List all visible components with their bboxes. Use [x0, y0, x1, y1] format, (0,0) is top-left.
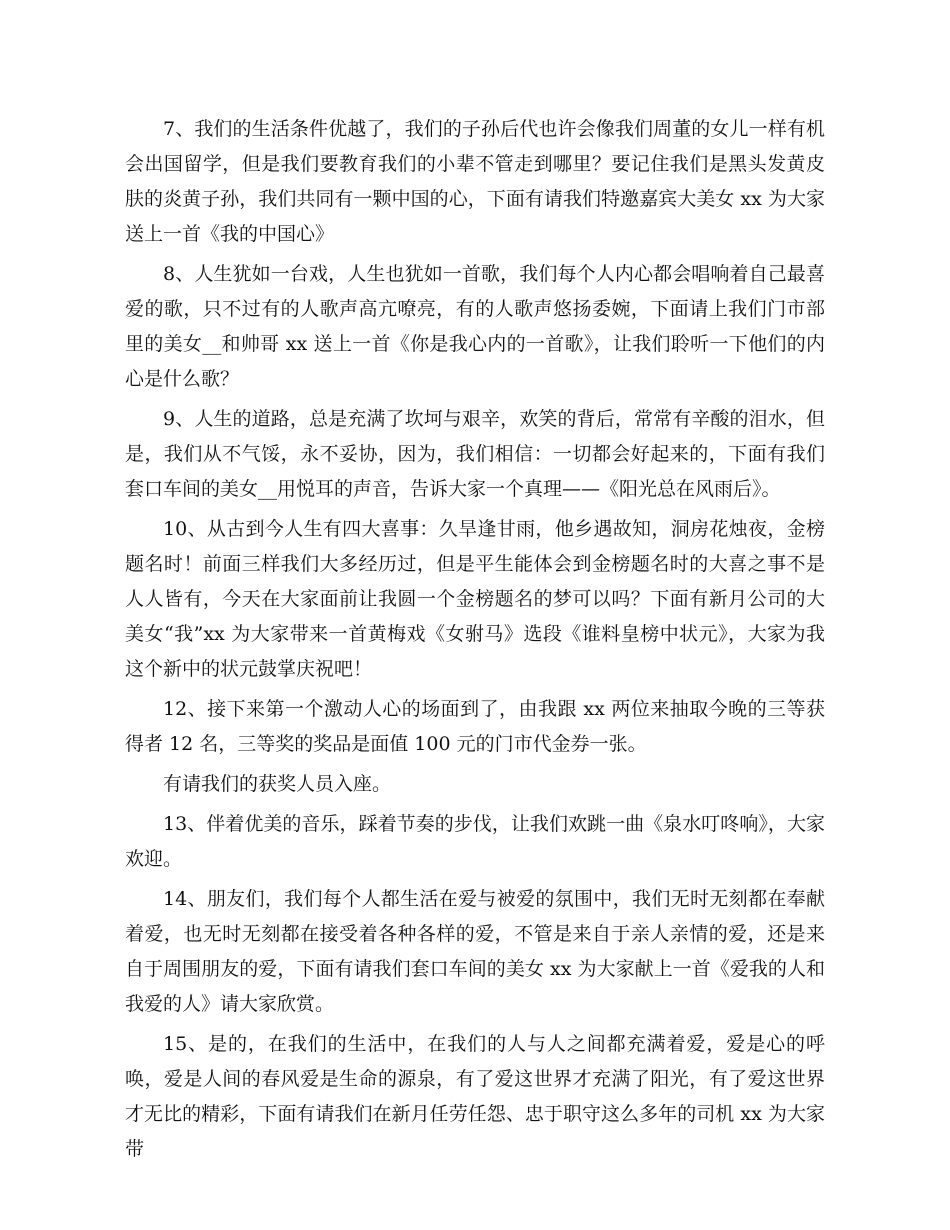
paragraph-10: 10、从古到今人生有四大喜事：久旱逢甘雨，他乡遇故知，洞房花烛夜，金榜题名时！前面三样我们大多经历过，但是平生能体会到金榜题名时的大喜之事不是人人皆有，今天在大家面前让我圆一个金榜题名的梦可以吗？下面有新月公司的大美女“我”xx 为大家带来一首黄梅戏《女驸马》选段《谁料皇榜中状元》，大家为我这个新中的状元鼓掌庆祝吧！	[125, 518, 825, 680]
paragraph-12: 12、接下来第一个激动人心的场面到了，由我跟 xx 两位来抽取今晚的三等获得者 12 名，三等奖的奖品是面值 100 元的门市代金券一张。	[125, 698, 825, 755]
paragraph-14: 14、朋友们，我们每个人都生活在爱与被爱的氛围中，我们无时无刻都在奉献着爱，也无时无刻都在接受着各种各样的爱，不管是来自于亲人亲情的爱，还是来自于周围朋友的爱，下面有请我们套口车间的美女 xx 为大家献上一首《爱我的人和我爱的人》请大家欣赏。	[125, 888, 825, 1015]
paragraph-7: 7、我们的生活条件优越了，我们的子孙后代也许会像我们周董的女儿一样有机会出国留学，但是我们要教育我们的小辈不管走到哪里？要记住我们是黑头发黄皮肤的炎黄子孙，我们共同有一颗中国的心，下面有请我们特邀嘉宾大美女 xx 为大家送上一首《我的中国心》	[125, 118, 825, 245]
paragraph-8: 8、人生犹如一台戏，人生也犹如一首歌，我们每个人内心都会唱响着自己最喜爱的歌，只不过有的人歌声高亢嘹亮，有的人歌声悠扬委婉，下面请上我们门市部里的美女__和帅哥 xx 送上一首《你是我心内的一首歌》，让我们聆听一下他们的内心是什么歌？	[125, 263, 825, 390]
document-body	[125, 112, 825, 1167]
paragraph-9: 9、人生的道路，总是充满了坎坷与艰辛，欢笑的背后，常常有辛酸的泪水，但是，我们从不气馁，永不妥协，因为，我们相信：一切都会好起来的，下面有我们套口车间的美女__用悦耳的声音，告诉大家一个真理——《阳光总在风雨后》。	[125, 408, 825, 500]
paragraph-13: 13、伴着优美的音乐，踩着节奏的步伐，让我们欢跳一曲《泉水叮咚响》，大家欢迎。	[125, 813, 825, 870]
paragraph-award-seating: 有请我们的获奖人员入座。	[163, 773, 392, 795]
paragraph-15: 15、是的，在我们的生活中，在我们的人与人之间都充满着爱，爱是心的呼唤，爱是人间的春风爱是生命的源泉，有了爱这世界才充满了阳光，有了爱这世界才无比的精彩，下面有请我们在新月任劳任怨、忠于职守这么多年的司机 xx 为大家带	[125, 1033, 825, 1160]
